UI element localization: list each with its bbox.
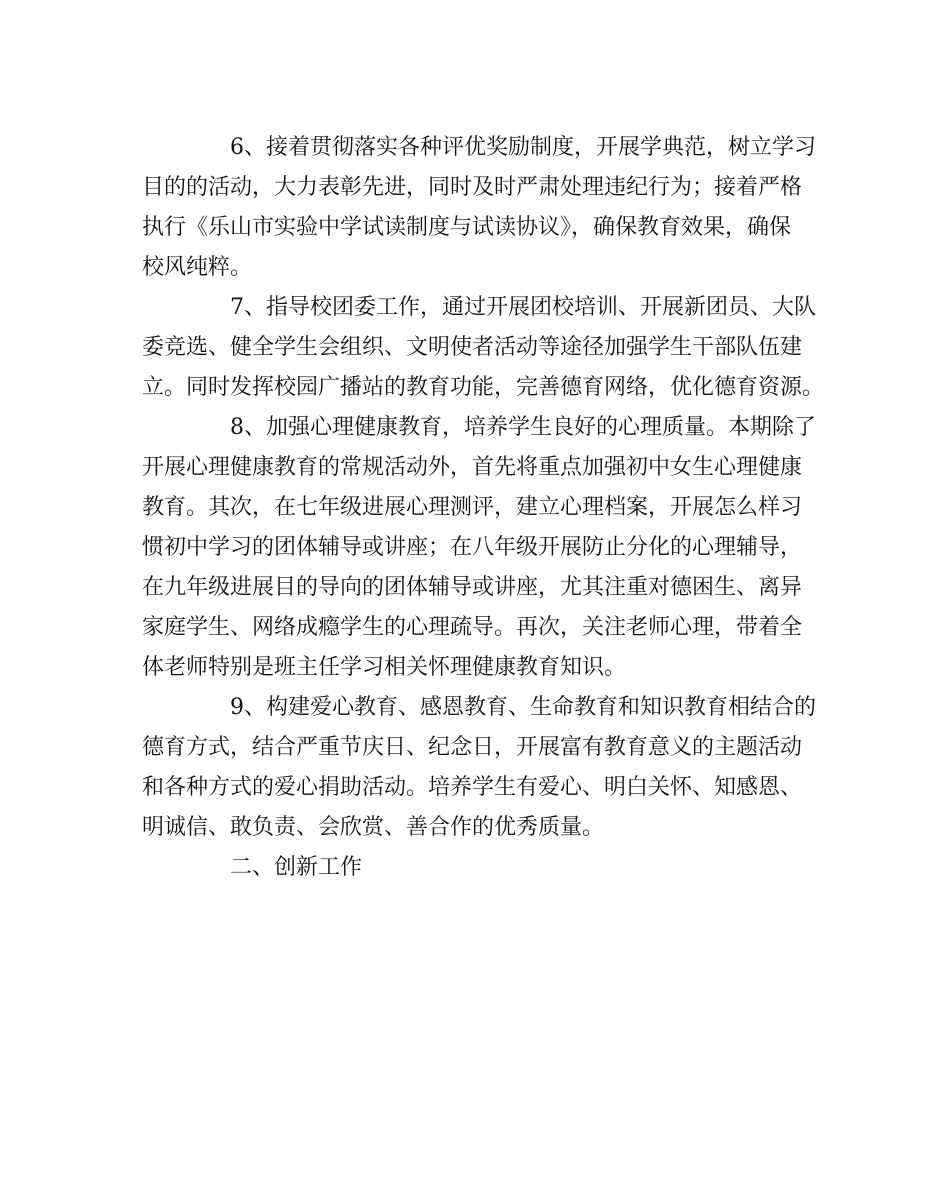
text-line: 和各种方式的爱心捐助活动。培养学生有爱心、明白关怀、知感恩、 <box>142 775 803 800</box>
paragraph-8 <box>142 408 816 688</box>
document-body <box>142 128 825 888</box>
paragraph-9 <box>142 688 816 848</box>
text-line: 目的的活动，大力表彰先进，同时及时严肃处理违纪行为；接着严格 <box>142 175 803 200</box>
text-line: 校风纯粹。 <box>142 255 253 280</box>
text-line: 体老师特别是班主任学习相关怀理健康教育知识。 <box>142 655 627 680</box>
text-line: 6、接着贯彻落实各种评优奖励制度，开展学典范，树立学习 <box>230 135 816 160</box>
text-line: 委竞选、健全学生会组织、文明使者活动等途径加强学生干部队伍建 <box>142 335 803 360</box>
text-line: 二、创新工作 <box>230 855 363 880</box>
text-line: 执行《乐山市实验中学试读制度与试读协议》，确保教育效果，确保 <box>142 215 792 240</box>
paragraph-7 <box>142 288 825 408</box>
text-line: 开展心理健康教育的常规活动外，首先将重点加强初中女生心理健康 <box>142 455 803 480</box>
text-line: 明诚信、敢负责、会欣赏、善合作的优秀质量。 <box>142 815 605 840</box>
text-line: 7、指导校团委工作，通过开展团校培训、开展新团员、大队 <box>230 295 816 320</box>
text-line: 德育方式，结合严重节庆日、纪念日，开展富有教育意义的主题活动 <box>142 735 803 760</box>
text-line: 惯初中学习的团体辅导或讲座；在八年级开展防止分化的心理辅导， <box>142 535 803 560</box>
text-line: 9、构建爱心教育、感恩教育、生命教育和知识教育相结合的 <box>230 695 816 720</box>
text-line: 家庭学生、网络成瘾学生的心理疏导。再次，关注老师心理，带着全 <box>142 615 803 640</box>
text-line: 立。同时发挥校园广播站的教育功能，完善德育网络，优化德育资源。 <box>142 375 825 400</box>
text-line: 在九年级进展目的导向的团体辅导或讲座，尤其注重对德困生、离异 <box>142 575 803 600</box>
section-heading <box>142 848 810 888</box>
text-line: 8、加强心理健康教育，培养学生良好的心理质量。本期除了 <box>230 415 816 440</box>
paragraph-6 <box>142 128 816 288</box>
text-line: 教育。其次，在七年级进展心理测评，建立心理档案，开展怎么样习 <box>142 495 803 520</box>
